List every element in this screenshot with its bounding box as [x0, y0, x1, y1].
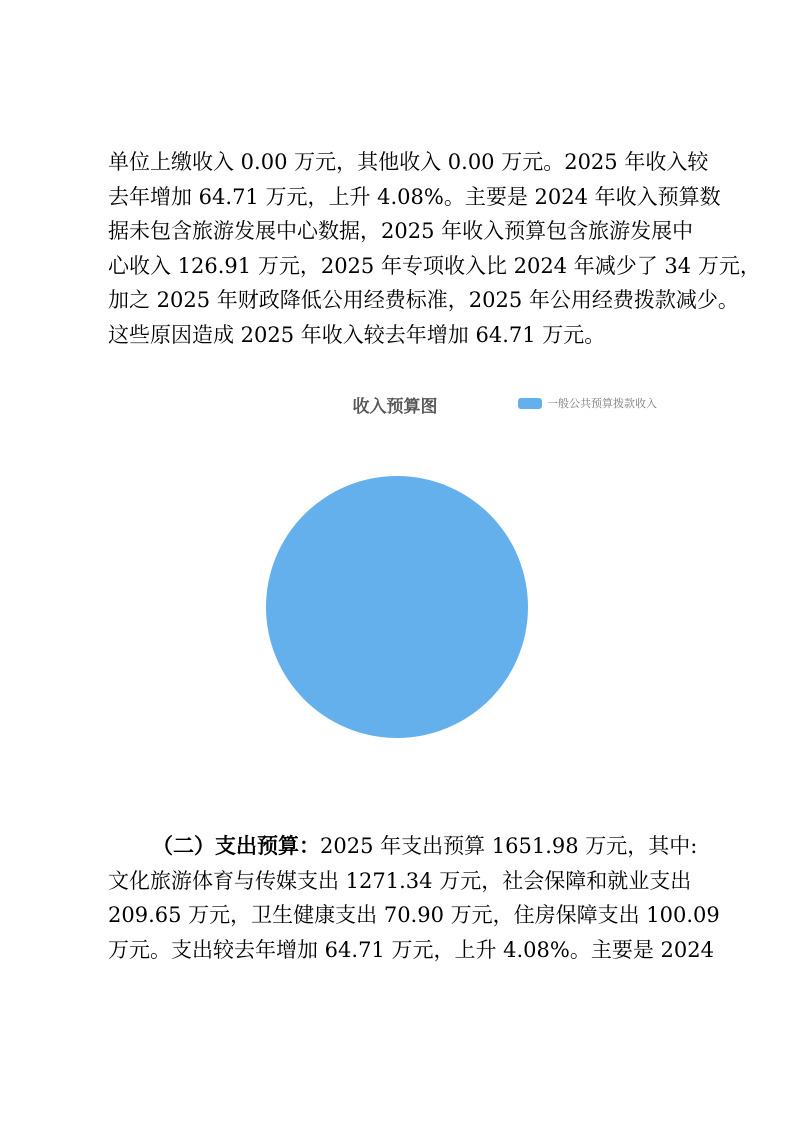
paragraph-line: 加之 2025 年财政降低公用经费标准，2025 年公用经费拨款减少。	[108, 288, 739, 312]
chart-title: 收入预算图	[352, 397, 438, 417]
expenditure-budget-paragraph	[108, 829, 720, 967]
paragraph-line: 文化旅游体育与传媒支出 1271.34 万元，社会保障和就业支出	[108, 868, 692, 893]
pie-slice	[266, 476, 528, 738]
paragraph-line: 单位上缴收入 0.00 万元，其他收入 0.00 万元。2025 年收入较	[108, 150, 709, 174]
paragraph-first-line	[108, 829, 698, 864]
pie-slice-label: 100%	[415, 482, 447, 495]
paragraph-text: 2025 年支出预算 1651.98 万元，其中:	[320, 834, 698, 858]
paragraph-line: 这些原因造成 2025 年收入较去年增加 64.71 万元。	[108, 322, 606, 347]
paragraph-line: 万元。支出较去年增加 64.71 万元，上升 4.08%。主要是 2024	[108, 937, 714, 962]
legend-label: 一般公共预算拨款收入	[547, 397, 657, 410]
paragraph-line: 去年增加 64.71 万元，上升 4.08%。主要是 2024 年收入预算数	[108, 184, 721, 209]
paragraph-line: 心收入 126.91 万元，2025 年专项收入比 2024 年减少了 34 万元，	[108, 253, 761, 278]
paragraph-line: 据未包含旅游发展中心数据，2025 年收入预算包含旅游发展中	[108, 219, 694, 243]
paragraph-line: 209.65 万元，卫生健康支出 70.90 万元，住房保障支出 100.09	[108, 903, 720, 927]
section-heading: （二）支出预算：	[152, 834, 320, 858]
